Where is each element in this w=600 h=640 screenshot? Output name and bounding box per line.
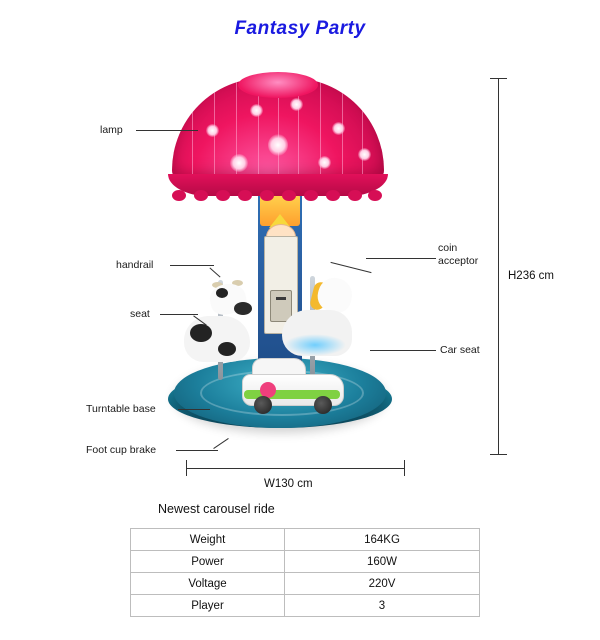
cow-spot <box>216 288 228 298</box>
leader-line-seat <box>160 314 198 315</box>
table-row <box>131 573 480 595</box>
width-tick-right <box>404 460 405 476</box>
callout-foot-cup-brake: Foot cup brake <box>86 444 157 456</box>
height-tick-top <box>490 78 507 79</box>
lamp-led <box>290 98 303 111</box>
width-dimension-label: W130 cm <box>264 478 313 490</box>
leader-line-handrail <box>170 265 214 266</box>
leader-line-coin-acceptor <box>366 258 436 259</box>
horse-seat <box>278 276 362 368</box>
lamp-led <box>318 156 331 169</box>
height-tick-bottom <box>490 454 507 455</box>
lamp-led <box>206 124 219 137</box>
lamp-dome-top <box>238 72 318 98</box>
width-dimension-line <box>186 468 404 469</box>
width-tick-left <box>186 460 187 476</box>
lamp-led <box>230 154 248 172</box>
callout-coin-line2: acceptor <box>438 255 479 267</box>
table-row <box>131 551 480 573</box>
leader-line-car-seat <box>370 350 436 351</box>
spec-value: 3 <box>285 595 480 617</box>
cow-snout <box>234 302 252 315</box>
table-row <box>131 595 480 617</box>
car-wheel-rear <box>314 396 332 414</box>
spec-value: 164KG <box>285 529 480 551</box>
horse-led-glow <box>284 334 346 356</box>
cow-seat <box>178 280 258 366</box>
lamp-led <box>332 122 345 135</box>
callout-coin-line1: coin <box>438 242 458 254</box>
lamp-led <box>358 148 371 161</box>
spec-key: Power <box>131 551 285 573</box>
callout-car-seat: Car seat <box>440 344 480 356</box>
spec-value: 160W <box>285 551 480 573</box>
callout-handrail: handrail <box>116 259 154 271</box>
product-illustration <box>160 70 410 450</box>
spec-value: 220V <box>285 573 480 595</box>
callout-coin-acceptor <box>438 242 478 268</box>
spec-key: Voltage <box>131 573 285 595</box>
leader-line-turntable <box>178 409 210 410</box>
car-seat-shape <box>242 356 346 414</box>
height-dimension-line <box>498 78 499 454</box>
lamp-led <box>250 104 263 117</box>
lamp-skirt <box>168 174 388 196</box>
leader-line-lamp <box>136 130 198 131</box>
cow-spot <box>218 342 236 356</box>
leader-line-foot-brake <box>176 450 218 451</box>
table-row <box>131 529 480 551</box>
spec-key: Weight <box>131 529 285 551</box>
callout-turntable-base: Turntable base <box>86 403 156 415</box>
cow-spot <box>190 324 212 342</box>
callout-lamp: lamp <box>100 124 123 136</box>
lamp-led <box>268 134 288 156</box>
spec-table <box>130 528 480 617</box>
height-dimension-label: H236 cm <box>508 270 555 282</box>
page-title: Fantasy Party <box>234 18 366 39</box>
section-caption: Newest carousel ride <box>158 502 275 516</box>
spec-key: Player <box>131 595 285 617</box>
callout-seat: seat <box>130 308 150 320</box>
car-wheel-front <box>254 396 272 414</box>
